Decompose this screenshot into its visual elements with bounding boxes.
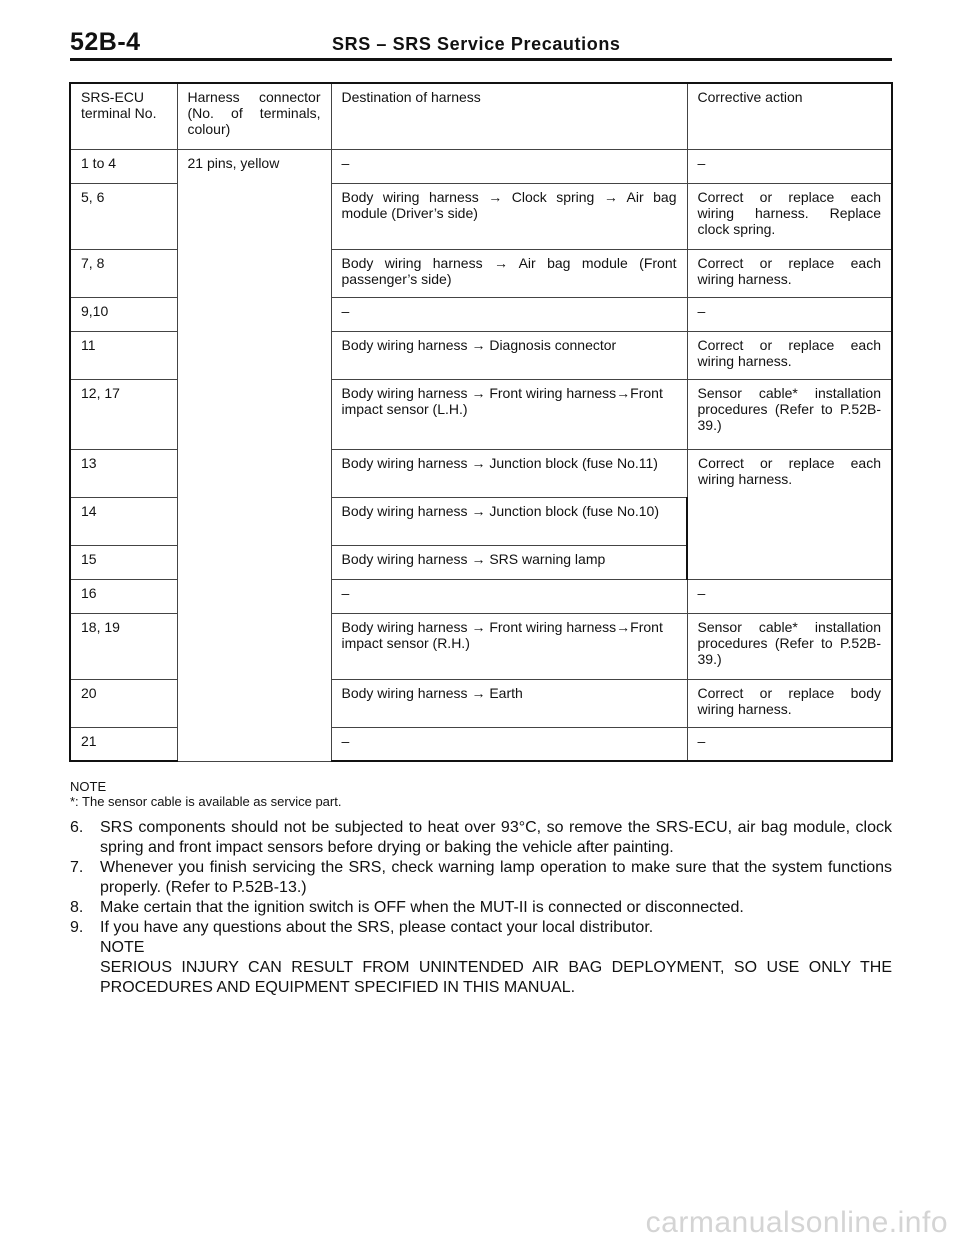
action-cell: Correct or replace each wiring harness.	[687, 249, 892, 297]
terminal-cell: 13	[70, 449, 177, 497]
harness-table	[69, 82, 893, 762]
action-cell: –	[687, 149, 892, 183]
action-cell: –	[687, 727, 892, 761]
terminal-cell: 15	[70, 545, 177, 579]
action-cell: Correct or replace body wiring harness.	[687, 679, 892, 727]
step-number: 9.	[70, 919, 84, 936]
action-cell: –	[687, 579, 892, 613]
page-number: 52B-4	[70, 28, 141, 56]
table-note-text: *: The sensor cable is available as service part.	[70, 794, 342, 809]
terminal-cell: 12, 17	[70, 379, 177, 449]
action-cell: Correct or replace each wiring harness.	[687, 331, 892, 379]
terminal-cell: 14	[70, 497, 177, 545]
section-title: SRS – SRS Service Precautions	[332, 34, 621, 54]
precaution-steps	[70, 818, 892, 938]
destination-cell: –	[331, 579, 687, 613]
destination-cell: Body wiring harness → SRS warning lamp	[331, 545, 687, 579]
terminal-cell: 9,10	[70, 297, 177, 331]
destination-cell: –	[331, 727, 687, 761]
destination-cell: Body wiring harness → Clock spring → Air bag module (Driver’s side)	[331, 183, 687, 249]
step-number: 6.	[70, 819, 84, 836]
destination-cell: Body wiring harness → Front wiring harness→Front impact sensor (R.H.)	[331, 613, 687, 679]
destination-cell: –	[331, 149, 687, 183]
list-item	[70, 918, 892, 938]
table-row	[70, 149, 892, 183]
destination-cell: Body wiring harness → Air bag module (Front passenger’s side)	[331, 249, 687, 297]
table-note-title: NOTE	[70, 779, 107, 794]
terminal-cell: 18, 19	[70, 613, 177, 679]
action-cell: –	[687, 297, 892, 331]
warning-note-text: SERIOUS INJURY CAN RESULT FROM UNINTENDED AIR BAG DEPLOYMENT, SO USE ONLY THE PROCEDURES AND EQUIPMENT SPECIFIED IN THIS MANUAL.	[100, 959, 892, 996]
table-header-row	[70, 83, 892, 149]
step-text: SRS components should not be subjected to heat over 93°C, so remove the SRS-ECU, air bag module, clock spring and front impact sensors before drying or baking the vehicle after painting.	[100, 819, 892, 856]
header-action: Corrective action	[687, 83, 892, 149]
destination-cell: Body wiring harness → Earth	[331, 679, 687, 727]
list-item	[70, 818, 892, 858]
header-connector: Harness connector (No. of terminals, colour)	[177, 83, 331, 149]
terminal-cell: 5, 6	[70, 183, 177, 249]
warning-note-title: NOTE	[100, 939, 145, 956]
header-destination: Destination of harness	[331, 83, 687, 149]
table-note	[70, 779, 341, 809]
list-item	[70, 898, 892, 918]
list-item	[70, 858, 892, 898]
terminal-cell: 20	[70, 679, 177, 727]
destination-cell: –	[331, 297, 687, 331]
step-text: Whenever you finish servicing the SRS, check warning lamp operation to make sure that the system functions properly. (Refer to P.52B-13.)	[100, 859, 892, 896]
action-cell: Sensor cable* installation procedures (Refer to P.52B-39.)	[687, 613, 892, 679]
page-header	[70, 28, 892, 58]
action-cell: Correct or replace each wiring harness.	[687, 449, 892, 579]
terminal-cell: 21	[70, 727, 177, 761]
step-number: 7.	[70, 859, 84, 876]
connector-cell: 21 pins, yellow	[177, 149, 331, 761]
terminal-cell: 11	[70, 331, 177, 379]
step-text: If you have any questions about the SRS, please contact your local distributor.	[100, 919, 654, 936]
terminal-cell: 16	[70, 579, 177, 613]
action-cell: Sensor cable* installation procedures (Refer to P.52B-39.)	[687, 379, 892, 449]
step-number: 8.	[70, 899, 84, 916]
header-rule	[70, 58, 892, 61]
header-terminal: SRS-ECU terminal No.	[70, 83, 177, 149]
warning-note	[100, 938, 892, 998]
terminal-cell: 1 to 4	[70, 149, 177, 183]
destination-cell: Body wiring harness → Junction block (fuse No.10)	[331, 497, 687, 545]
destination-cell: Body wiring harness → Front wiring harness→Front impact sensor (L.H.)	[331, 379, 687, 449]
watermark: carmanualsonline.info	[645, 1206, 948, 1239]
terminal-cell: 7, 8	[70, 249, 177, 297]
destination-cell: Body wiring harness → Junction block (fuse No.11)	[331, 449, 687, 497]
action-cell: Correct or replace each wiring harness. Replace clock spring.	[687, 183, 892, 249]
step-text: Make certain that the ignition switch is OFF when the MUT-II is connected or disconnected.	[100, 899, 744, 916]
destination-cell: Body wiring harness → Diagnosis connector	[331, 331, 687, 379]
